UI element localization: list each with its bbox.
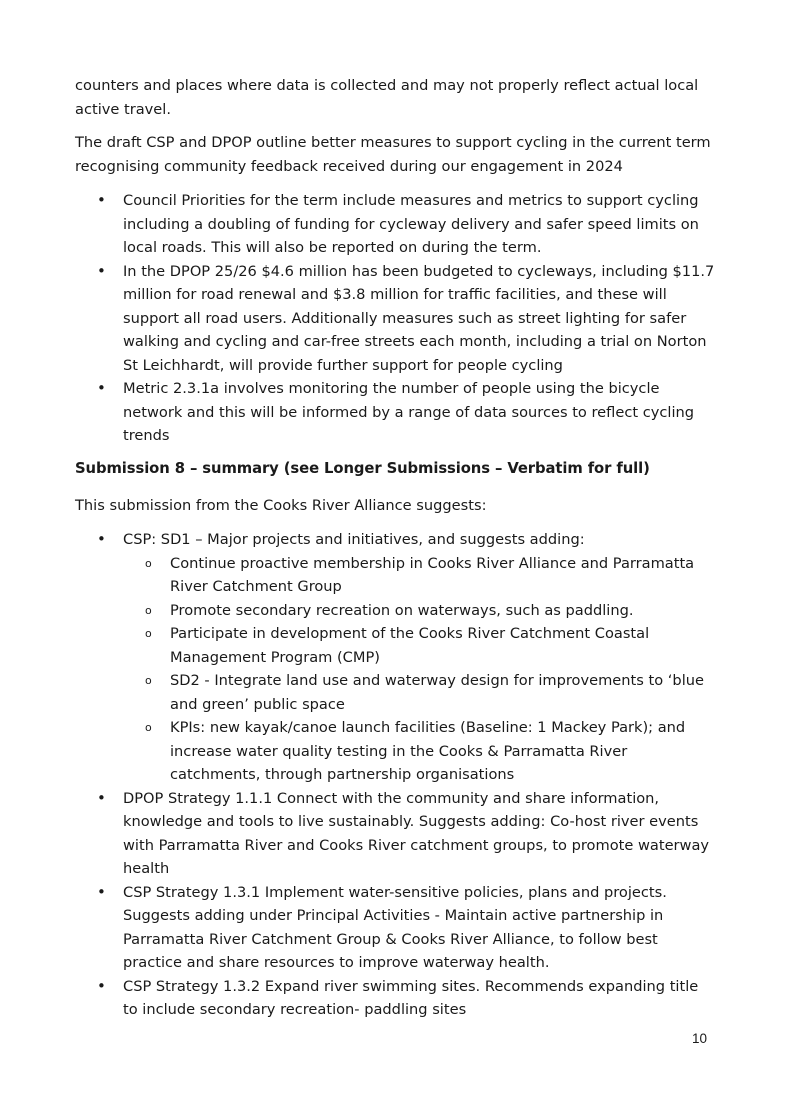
list-item: • In the DPOP 25/26 $4.6 million has been budgeted to cycleways, including $11.7 million for road renewal and $3.8 million for traffic facilities, and these will support all road users. Additionally measures such as street lighting for safer walking and cycling and car-free streets each month, including a trial on Norton St Leichhardt, will provide further support for people cycling — [75, 260, 715, 378]
submission-suggestions-list — [75, 528, 715, 1022]
page-number: 10 — [692, 1031, 708, 1046]
sd1-sublist — [123, 552, 715, 787]
csp-dpop-paragraph: The draft CSP and DPOP outline better measures to support cycling in the current term recognising community feedback received during our engagement in 2024 — [75, 134, 711, 175]
list-item-csp-sd1 — [75, 528, 715, 787]
sublist-item: o Promote secondary recreation on waterways, such as paddling. — [123, 599, 715, 623]
list-item-csp-131: • CSP Strategy 1.3.1 Implement water-sensitive policies, plans and projects. Suggests adding under Principal Activities - Maintain active partnership in Parramatta River Catchment Group & Cooks River Alliance, to follow best practice and share resources to improve waterway health. — [75, 881, 715, 975]
cycling-measures-list — [75, 189, 715, 448]
submission-intro: This submission from the Cooks River Alliance suggests: — [75, 497, 487, 514]
submission-heading: Submission 8 – summary (see Longer Submissions – Verbatim for full) — [75, 460, 650, 477]
list-item: • Metric 2.3.1a involves monitoring the number of people using the bicycle network and this will be informed by a range of data sources to reflect cycling trends — [75, 377, 715, 448]
intro-paragraph: counters and places where data is collected and may not properly reflect actual local active travel. — [75, 77, 699, 118]
sublist-item: o Participate in development of the Cooks River Catchment Coastal Management Program (CMP) — [123, 622, 715, 669]
sublist-item: o SD2 - Integrate land use and waterway design for improvements to ‘blue and green’ public space — [123, 669, 715, 716]
list-item: • Council Priorities for the term include measures and metrics to support cycling including a doubling of funding for cycleway delivery and safer speed limits on local roads. This will also be reported on during the term. — [75, 189, 715, 260]
list-item-csp-132: • CSP Strategy 1.3.2 Expand river swimming sites. Recommends expanding title to include secondary recreation- paddling sites — [75, 975, 715, 1022]
list-item-dpop-111: • DPOP Strategy 1.1.1 Connect with the community and share information, knowledge and tools to live sustainably. Suggests adding: Co-host river events with Parramatta River and Cooks River catchment groups, to promote waterway health — [75, 787, 715, 881]
sublist-item: o KPIs: new kayak/canoe launch facilities (Baseline: 1 Mackey Park); and increase water quality testing in the Cooks & Parramatta River catchments, through partnership organisations — [123, 716, 715, 787]
sublist-item: o Continue proactive membership in Cooks River Alliance and Parramatta River Catchment Group — [123, 552, 715, 599]
list-item-label: CSP: SD1 – Major projects and initiatives, and suggests adding: — [123, 531, 585, 548]
